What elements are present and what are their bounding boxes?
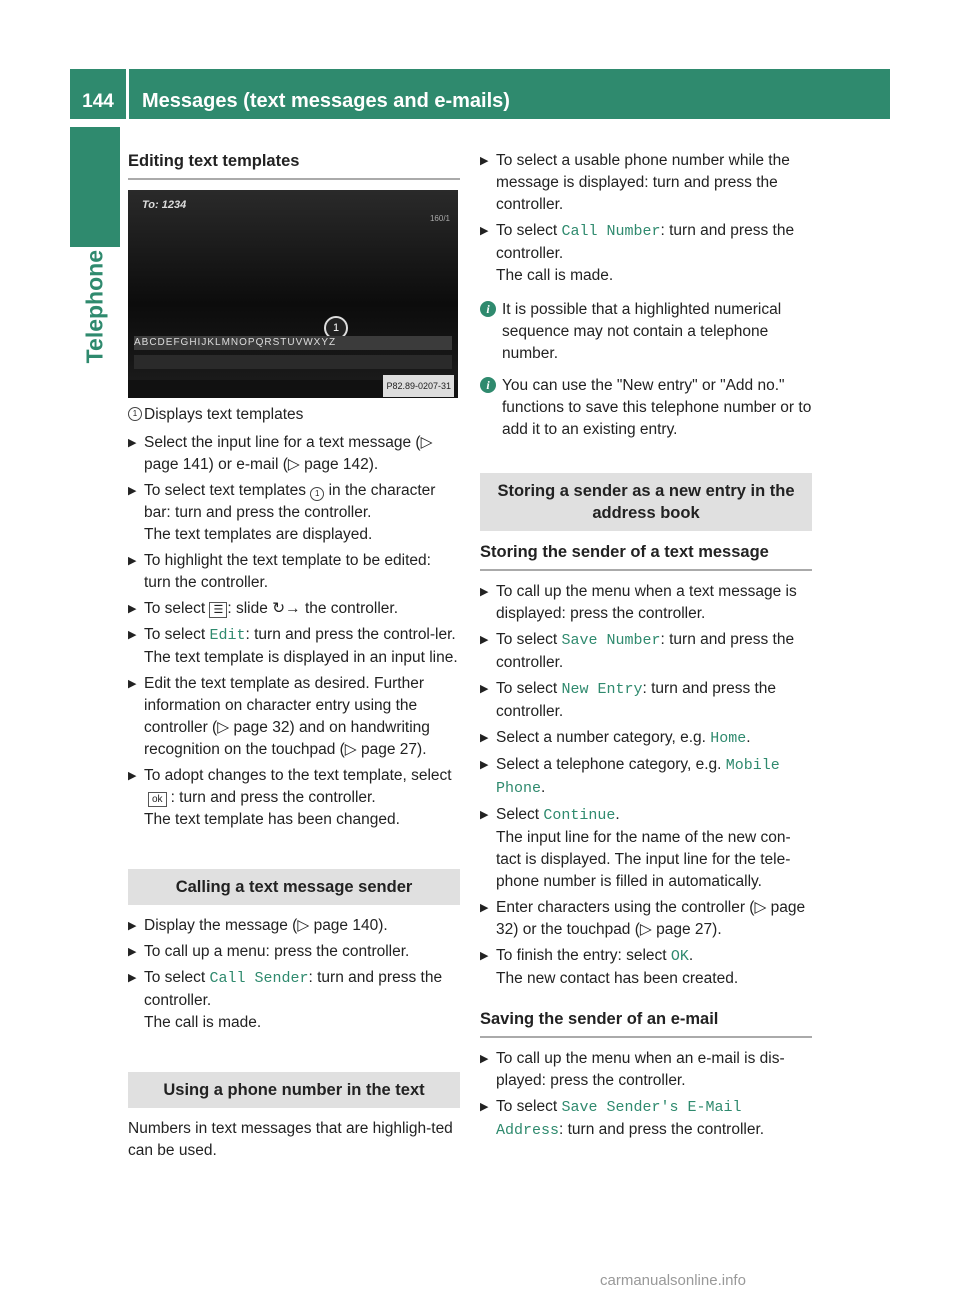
screen-to-line: To: 1234 bbox=[142, 199, 187, 211]
left-column bbox=[128, 150, 460, 1166]
callout-marker: 1 bbox=[324, 316, 348, 340]
figure-caption: 1 Displays text templates bbox=[128, 404, 460, 426]
info-note: i It is possible that a highlighted numerical sequence may not contain a telephone number. bbox=[480, 299, 812, 365]
heading-storing-sub: Storing the sender of a text message bbox=[480, 541, 812, 571]
ok-icon: ok bbox=[148, 792, 167, 807]
list-item: ▶ Select the input line for a text message (▷ page 141) or e-mail (▷ page 142). bbox=[128, 432, 460, 476]
list-item: ▶ To finish the entry: select OK. The new contact has been created. bbox=[480, 945, 812, 990]
list-item: ▶ To call up a menu: press the controller. bbox=[128, 941, 460, 963]
screenshot-figure bbox=[128, 190, 458, 398]
list-item: ▶ To adopt changes to the text template, select ok : turn and press the controller. The text template has been changed. bbox=[128, 765, 460, 831]
watermark: carmanualsonline.info bbox=[600, 1272, 746, 1289]
heading-using: Using a phone number in the text bbox=[128, 1072, 460, 1108]
heading-editing: Editing text templates bbox=[128, 150, 460, 180]
character-bar: ABCDEFGHIJKLMNOPQRSTUVWXYZ bbox=[134, 336, 452, 350]
info-note: i You can use the "New entry" or "Add no." functions to save this telephone number or to add it to an existing entry. bbox=[480, 375, 812, 441]
callout-number-icon: 1 bbox=[310, 487, 324, 501]
heading-calling: Calling a text message sender bbox=[128, 869, 460, 905]
list-item: ▶ Select a telephone category, e.g. Mobile Phone. bbox=[480, 754, 812, 800]
list-item: ▶ To select Save Sender's E-Mail Address: turn and press the controller. bbox=[480, 1096, 812, 1142]
menu-icon: ☰ bbox=[209, 602, 227, 618]
side-tab bbox=[70, 127, 120, 247]
page-header bbox=[70, 69, 890, 119]
list-item: ▶ To select Save Number: turn and press the controller. bbox=[480, 629, 812, 674]
screen-display bbox=[128, 190, 458, 380]
list-item: ▶ To select Edit: turn and press the control-ler. The text template is displayed in an input line. bbox=[128, 624, 460, 669]
screen-char-count: 160/1 bbox=[429, 214, 450, 223]
callout-number-icon: 1 bbox=[128, 407, 142, 421]
list-item: ▶ Display the message (▷ page 140). bbox=[128, 915, 460, 937]
page-title: Messages (text messages and e-mails) bbox=[142, 90, 510, 112]
list-item: ▶ To select New Entry: turn and press the controller. bbox=[480, 678, 812, 723]
info-icon: i bbox=[480, 301, 496, 317]
function-bar bbox=[134, 355, 452, 369]
list-item: ▶ To call up the menu when a text message is displayed: press the controller. bbox=[480, 581, 812, 625]
list-item: ▶ To call up the menu when an e-mail is dis-played: press the controller. bbox=[480, 1048, 812, 1092]
list-item: ▶ To select Call Sender: turn and press the controller. The call is made. bbox=[128, 967, 460, 1034]
list-item: ▶ To select ☰ : slide ↻→ the controller. bbox=[128, 598, 460, 620]
header-divider bbox=[126, 69, 129, 119]
heading-storing: Storing a sender as a new entry in the address book bbox=[480, 473, 812, 531]
list-item: ▶ Select Continue. The input line for the name of the new con-tact is displayed. The input line for the tele-phone number is filled in automatically. bbox=[480, 804, 812, 893]
list-item: ▶ Select a number category, e.g. Home. bbox=[480, 727, 812, 750]
page-number: 144 bbox=[82, 91, 114, 112]
right-column bbox=[480, 150, 812, 1146]
info-icon: i bbox=[480, 377, 496, 393]
list-item: ▶ Enter characters using the controller (▷ page 32) or the touchpad (▷ page 27). bbox=[480, 897, 812, 941]
list-item: ▶ Edit the text template as desired. Further information on character entry using the controller (▷ page 32) and on handwriting recognition on the touchpad (▷ page 27). bbox=[128, 673, 460, 761]
list-item: ▶ To select text templates 1 in the character bar: turn and press the controller. The text templates are displayed. bbox=[128, 480, 460, 546]
paragraph: Numbers in text messages that are highligh-ted can be used. bbox=[128, 1120, 453, 1159]
list-item: ▶ To select Call Number: turn and press the controller. The call is made. bbox=[480, 220, 812, 287]
list-item: ▶ To select a usable phone number while the message is displayed: turn and press the controller. bbox=[480, 150, 812, 216]
list-item: ▶ To highlight the text template to be edited: turn the controller. bbox=[128, 550, 460, 594]
figure-code: P82.89-0207-31 bbox=[383, 375, 454, 397]
side-label: Telephone bbox=[81, 250, 108, 364]
heading-email: Saving the sender of an e-mail bbox=[480, 1008, 812, 1038]
